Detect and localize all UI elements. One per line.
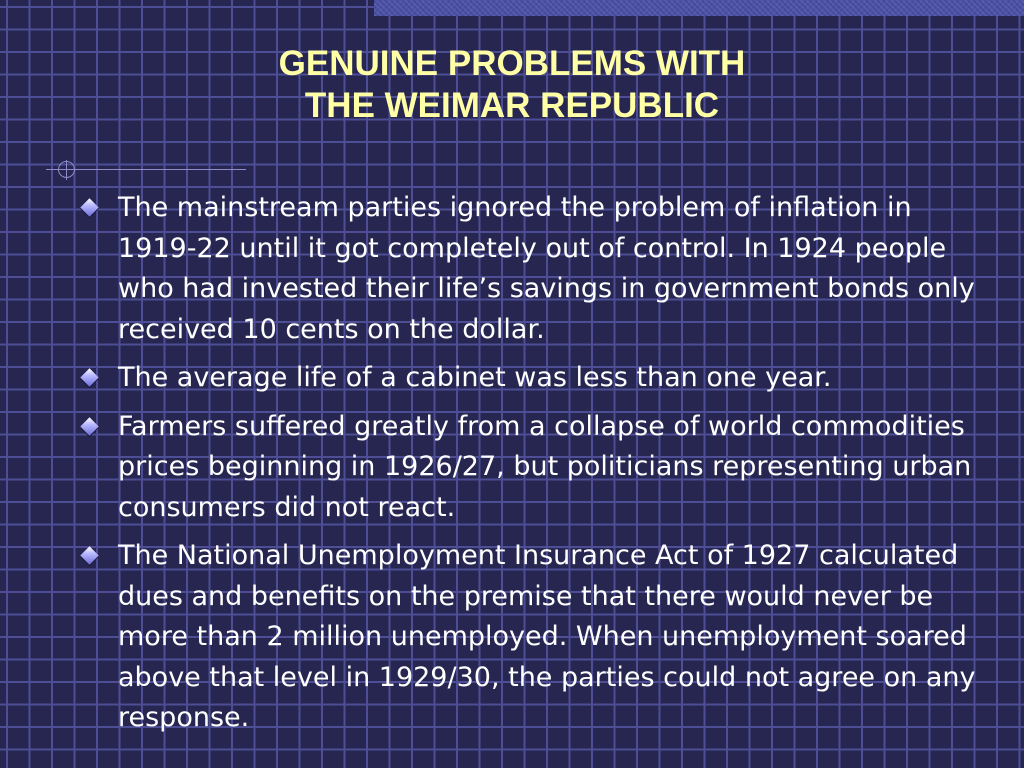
diamond-bullet-icon [80, 546, 98, 564]
title-line-1: GENUINE PROBLEMS WITH [278, 44, 746, 83]
bullet-item [80, 358, 990, 399]
diamond-bullet-icon [80, 198, 98, 216]
diamond-bullet-icon [80, 368, 98, 386]
top-decorative-band [374, 0, 1024, 16]
bullet-text: The average life of a cabinet was less than one year. [118, 362, 832, 393]
bullet-item [80, 536, 990, 739]
crosshair-decoration-icon [46, 160, 246, 180]
slide-title [0, 43, 1024, 127]
bullet-list [80, 188, 990, 747]
bullet-text: The mainstream parties ignored the problem of inflation in 1919-22 until it got completely out of control. In 1924 people who had invested their life’s savings in government bonds only received 10 cents on the dollar. [118, 192, 975, 345]
title-line-2: THE WEIMAR REPUBLIC [304, 86, 720, 125]
bullet-text: The National Unemployment Insurance Act of 1927 calculated dues and benefits on the premise that there would never be more than 2 million unemployed. When unemployment soared above that level in 1929/30, the parties could not agree on any response. [118, 540, 976, 733]
bullet-text: Farmers suffered greatly from a collapse of world commodities prices beginning in 1926/27, but politicians representing urban consumers did not react. [118, 410, 972, 523]
diamond-bullet-icon [80, 417, 98, 435]
bullet-item [80, 407, 990, 529]
bullet-item [80, 188, 990, 350]
